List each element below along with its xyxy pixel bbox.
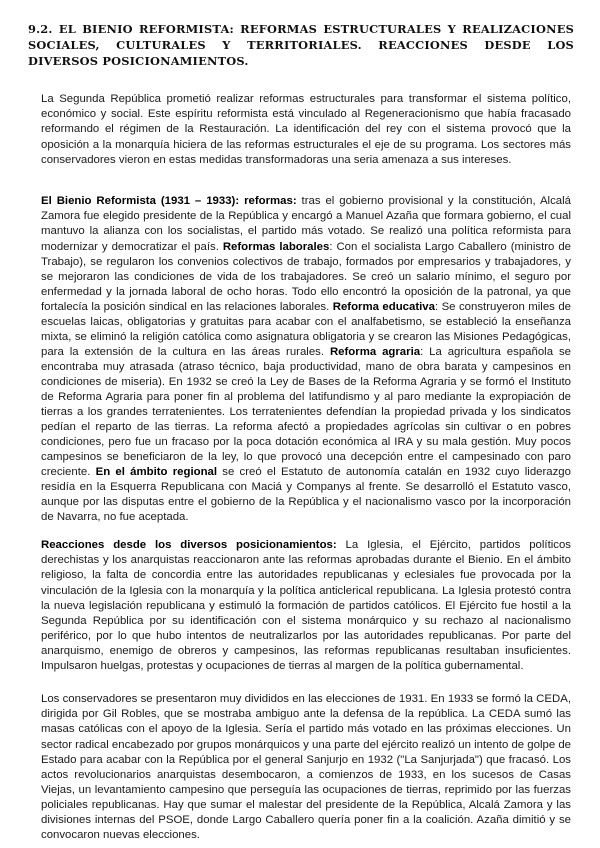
reforma-educativa-text: : Se construyeron miles de escuelas laicas, obligatorias y gratuitas para acabar con el analfabetismo, se estableció la enseñanza mixta, se eliminó la religión católica como asignatura obligatoria y se crearon las Misiones Pedagógicas, para la extensión de la cultura en las áreas rurales. xyxy=(41,300,571,358)
reacciones-text: La Iglesia, el Ejército, partidos políticos derechistas y los anarquistas reaccionaron ante las reformas aprobadas durante el Bienio. En el ámbito religioso, la falta de concordia entre las autoridades republicanas y eclesiales fue provocada por la vinculación de la Iglesia con la monarquía y la política anticlerical republicana. La Iglesia protestó contra la nueva legislación republicana y estimuló la formación de partidos católicos. El Ejército fue hostil a la Segunda República por su identificación con el sistema monárquico y su rechazo al nacionalismo periférico, por lo que hubo intentos de neutralizarlos por las autoridades republicanas. Por parte del anarquismo, enemigo de obreros y campesinos, las reformas republicanas resultaban insuficientes. Impulsaron huelgas, protestas y ocupaciones de tierras al margen de la política gubernamental. xyxy=(41,539,571,672)
reacciones-heading: Reacciones desde los diversos posicionamientos: xyxy=(41,539,337,552)
section-title: 9.2. EL BIENIO REFORMISTA: REFORMAS ESTRUCTURALES Y REALIZACIONES SOCIALES, CULTURALES Y TERRITORIALES. REACCIONES DESDE LOS DIVERSOS POSICIONAMIENTOS. xyxy=(28,22,574,68)
bienio-heading: El Bienio Reformista (1931 – 1933): reformas: xyxy=(41,195,297,208)
reforma-agraria-text: : La agricultura española se encontraba muy atrasada (atraso técnico, baja productividad, mano de obra barata y campesinos en condiciones de miseria). En 1932 se creó la Ley de Bases de la Reforma Agraria y se formó el Instituto de Reforma Agraria para poner fin al problema del latifundismo y al paro mediante la expropiación de tierras a los grandes terratenientes. Los terratenientes defendían la propiedad privada y los sindicatos pedían el reparto de las tierras. La reforma afectó a propiedades agrícolas sin cultivar o en pobres condiciones, pero fue un fracaso por la poca dotación económica al IRA y su mala gestión. Muy pocos campesinos se beneficiaron de la ley, lo que provocó una decepción entre el campesinado con paro creciente. xyxy=(41,345,571,479)
ambito-regional-heading: En el ámbito regional xyxy=(95,466,218,479)
bienio-reformista-paragraph xyxy=(41,194,571,525)
bienio-text: tras el gobierno provisional y la constitución, Alcalá Zamora fue elegido presidente de la República y encargó a Manuel Azaña que formara gobierno, el cual mantuvo la alianza con los socialistas, el partido más votado. Se realizó una política reformista para modernizar y democratizar el país. xyxy=(41,195,571,253)
reacciones-paragraph xyxy=(41,538,571,673)
conservadores-paragraph: Los conservadores se presentaron muy divididos en las elecciones de 1931. En 1933 se formó la CEDA, dirigida por Gil Robles, que se mostraba ambiguo ante la defensa de la república. La CEDA sumó las masas católicas con el apoyo de la Iglesia. Sería el partido más votado en las próximas elecciones. Un sector radical encabezado por grupos monárquicos y una parte del ejército realizó un intento de golpe de Estado para acabar con la República por el general Sanjurjo en 1932 ("La Sanjurjada") que fracasó. Los actos revolucionarios anarquistas desembocaron, a comienzos de 1933, en los sucesos de Casas Viejas, un levantamiento campesino que perseguía las ocupaciones de tierras, reprimido por las fuerzas policiales republicanas. Hay que sumar el malestar del presidente de la República, Alcalá Zamora y las divisiones internas del PSOE, donde Largo Caballero quería poner fin a la coalición. Azaña dimitió y se convocaron nuevas elecciones. xyxy=(41,693,571,841)
reforma-educativa-heading: Reforma educativa xyxy=(332,300,435,313)
reformas-laborales-heading: Reformas laborales xyxy=(222,240,330,253)
ambito-regional-text: se creó el Estatuto de autonomía catalán en 1932 cuyo liderazgo residía en la Esquerra Republicana con Maciá y Companys al frente. Se desarrolló el Estatuto vasco, aunque por las disputas entre el gobierno de la República y el nacionalismo vasco por la incorporación de Navarra, no fue aceptada. xyxy=(41,466,571,524)
intro-paragraph: La Segunda República prometió realizar reformas estructurales para transformar el sistema político, económico y social. Este espíritu reformista está vinculado al Regeneracionismo que había fracasado reformando el régimen de la Restauración. La identificación del rey con el sistema provocó que la oposición a la monarquía hiciera de las reformas estructurales el eje de su programa. Los sectores más conservadores vieron en estas medidas transformadoras una seria amenaza a sus intereses. xyxy=(41,93,571,166)
reforma-agraria-heading: Reforma agraria xyxy=(329,345,421,358)
reformas-laborales-text: : Con el socialista Largo Caballero (ministro de Trabajo), se regularon los convenios colectivos de trabajo, formados por empresarios y trabajadores, y se mejoraron las condiciones de vida de los trabajadores. Se creó un salario mínimo, el seguro por enfermedad y la jornada laboral de ocho horas. Todo ello encontró la oposición de la patronal, ya que fortalecía la posición sindical en las relaciones laborales. xyxy=(41,240,571,313)
